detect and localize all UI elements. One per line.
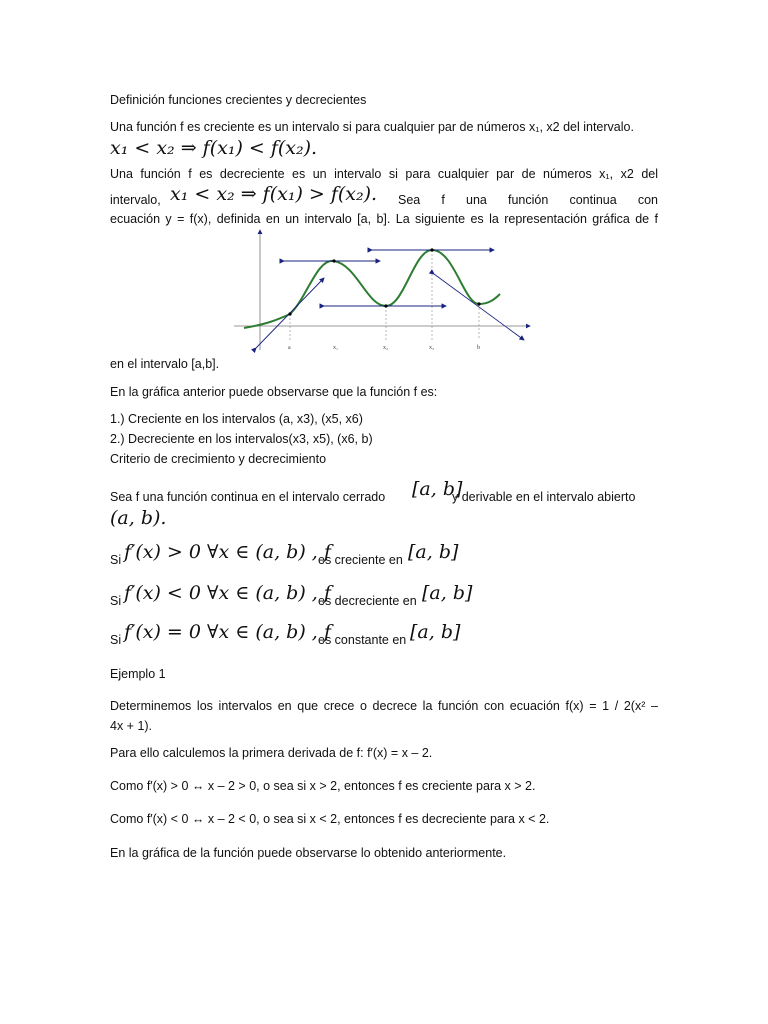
closing-text: En la gráfica de la función puede observarse lo obtenido anteriormente. bbox=[110, 846, 507, 860]
after-graph-text: en el intervalo [a,b]. bbox=[110, 357, 220, 371]
rule-si: Si bbox=[110, 633, 122, 647]
example-statement-line2: 4x + 1). bbox=[110, 719, 153, 733]
tick-label-x3: x₃ bbox=[429, 345, 435, 351]
derivative-text: Para ello calculemos la primera derivada de f: f′(x) = x – 2. bbox=[110, 746, 433, 760]
rule-interval: [a, b] bbox=[422, 582, 473, 604]
rule-interval: [a, b] bbox=[410, 621, 461, 643]
closed-interval: [a, b] bbox=[412, 478, 463, 500]
rule-text: es creciente en bbox=[318, 553, 403, 567]
rule-si: Si bbox=[110, 553, 122, 567]
formula-decreasing: x₁ < x₂ ⇒ f(x₁) > f(x₂). bbox=[170, 183, 378, 205]
function-curve bbox=[244, 250, 500, 328]
rule-interval: [a, b] bbox=[408, 541, 459, 563]
sea-text-2: y derivable en el intervalo abierto bbox=[452, 490, 636, 504]
rule-text: es constante en bbox=[318, 633, 407, 647]
increasing-condition: Como f′(x) > 0 ↔ x – 2 > 0, o sea si x > 2, entonces f es creciente para x > 2. bbox=[110, 779, 536, 793]
definition-decreasing-line2a: intervalo, bbox=[110, 193, 161, 207]
rule-condition: f′(x) < 0 ∀x ∈ (a, b) , f bbox=[124, 582, 331, 604]
definition-increasing: Una función f es creciente es un intervalo si para cualquier par de números x₁, x2 del intervalo. bbox=[110, 120, 634, 134]
open-interval: (a, b). bbox=[110, 507, 167, 529]
tick-label-x2: x₂ bbox=[383, 345, 389, 351]
example-heading: Ejemplo 1 bbox=[110, 667, 166, 681]
tangent-line bbox=[434, 274, 524, 340]
sea-text-1: Sea f una función continua en el intervalo cerrado bbox=[110, 490, 386, 504]
tick-label-x1: x₁ bbox=[333, 345, 339, 351]
example-statement-line1: Determinemos los intervalos en que crece o decrece la función con ecuación f(x) = 1 / 2(x² – bbox=[110, 699, 658, 713]
list-item-2: 2.) Decreciente en los intervalos(x3, x5), (x6, b) bbox=[110, 432, 373, 446]
definition-decreasing-line3: ecuación y = f(x), definida en un intervalo [a, b]. La siguiente es la representación gráfica de f bbox=[110, 212, 658, 226]
tick-label-b: b bbox=[477, 345, 480, 351]
rule-condition: f′(x) = 0 ∀x ∈ (a, b) , f bbox=[124, 621, 331, 643]
function-graph bbox=[232, 228, 532, 356]
definition-decreasing-line1: Una función f es decreciente es un intervalo si para cualquier par de números x₁, x2 del bbox=[110, 167, 658, 181]
rule-condition: f′(x) > 0 ∀x ∈ (a, b) , f bbox=[124, 541, 331, 563]
decreasing-condition: Como f′(x) < 0 ↔ x – 2 < 0, o sea si x < 2, entonces f es decreciente para x < 2. bbox=[110, 812, 550, 826]
list-item-1: 1.) Creciente en los intervalos (a, x3), (x5, x6) bbox=[110, 412, 363, 426]
rule-si: Si bbox=[110, 594, 122, 608]
definition-decreasing-line2b: Sea f una función continua con bbox=[398, 193, 658, 207]
observation-text: En la gráfica anterior puede observarse que la función f es: bbox=[110, 385, 438, 399]
formula-increasing: x₁ < x₂ ⇒ f(x₁) < f(x₂). bbox=[110, 137, 318, 159]
tick-label-a: a bbox=[288, 345, 291, 351]
section-title: Definición funciones crecientes y decrecientes bbox=[110, 93, 367, 107]
criterion-heading: Criterio de crecimiento y decrecimiento bbox=[110, 452, 327, 466]
rule-text: es decreciente en bbox=[318, 594, 417, 608]
